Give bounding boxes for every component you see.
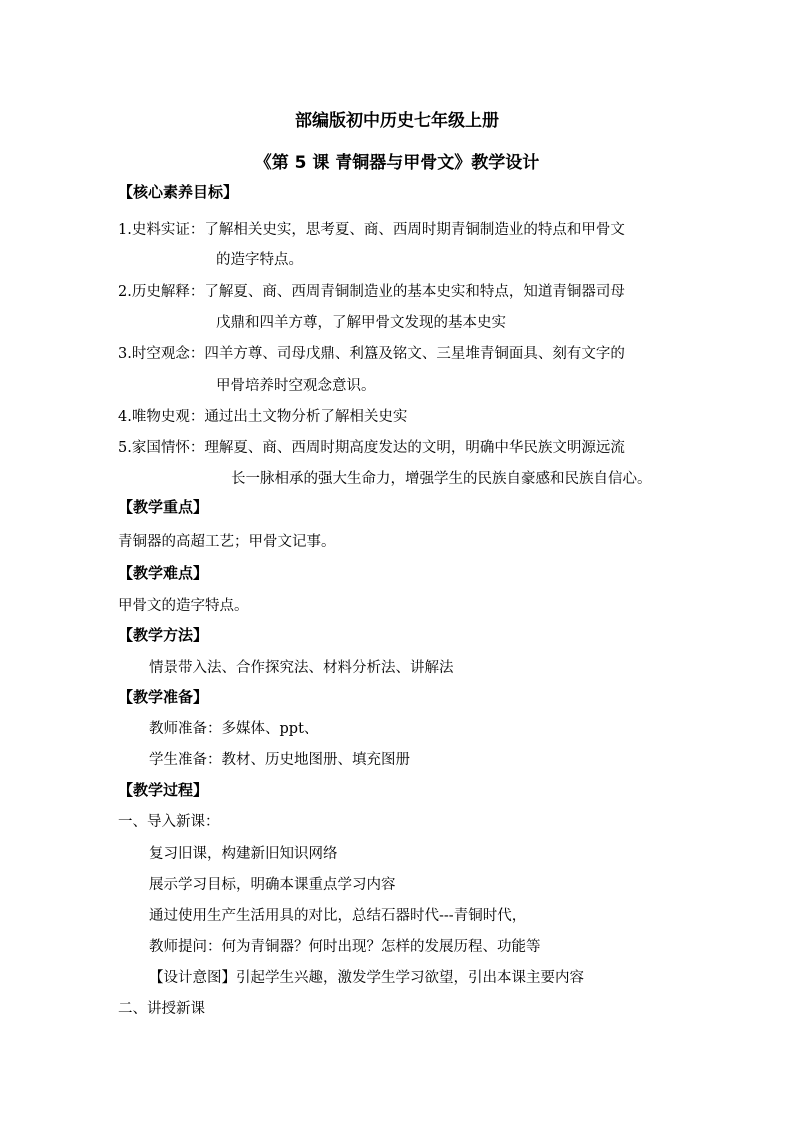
key-points-text: 青铜器的高超工艺；甲骨文记事。 bbox=[118, 534, 336, 550]
goal-1-line-1: 1.史料实证：了解相关史实，思考夏、商、西周时期青铜制造业的特点和甲骨文 bbox=[118, 222, 625, 238]
process-heading: 【教学过程】 bbox=[118, 781, 209, 799]
goal-4-line-1: 4.唯物史观：通过出土文物分析了解相关史实 bbox=[118, 409, 408, 425]
teacher-preparation: 教师准备：多媒体、ppt、 bbox=[149, 721, 319, 737]
student-preparation: 学生准备：教材、历史地图册、填充图册 bbox=[149, 752, 410, 768]
goal-2-line-2: 戊鼎和四羊方尊，了解甲骨文发现的基本史实 bbox=[216, 315, 506, 331]
process-line: 通过使用生产生活用具的对比，总结石器时代---青铜时代， bbox=[149, 908, 527, 924]
process-line: 展示学习目标，明确本课重点学习内容 bbox=[149, 877, 396, 893]
difficulty-heading: 【教学难点】 bbox=[118, 564, 209, 582]
key-points-heading: 【教学重点】 bbox=[118, 498, 209, 516]
process-line: 教师提问：何为青铜器？何时出现？怎样的发展历程、功能等 bbox=[149, 939, 541, 955]
goal-3-line-2: 甲骨培养时空观念意识。 bbox=[216, 378, 376, 394]
preparation-heading: 【教学准备】 bbox=[118, 688, 209, 706]
method-text: 情景带入法、合作探究法、材料分析法、讲解法 bbox=[149, 660, 454, 676]
document-title: 部编版初中历史七年级上册 bbox=[295, 111, 499, 131]
goals-heading: 【核心素养目标】 bbox=[118, 183, 239, 201]
goal-5-line-2: 长一脉相承的强大生命力，增强学生的民族自豪感和民族自信心。 bbox=[231, 471, 652, 487]
goal-3-line-1: 3.时空观念：四羊方尊、司母戊鼎、利簋及铭文、三星堆青铜面具、刻有文字的 bbox=[118, 346, 625, 362]
process-part-1: 一、导入新课： bbox=[118, 814, 220, 830]
goal-2-line-1: 2.历史解释：了解夏、商、西周青铜制造业的基本史实和特点，知道青铜器司母 bbox=[118, 284, 625, 300]
goal-5-line-1: 5.家国情怀：理解夏、商、西周时期高度发达的文明，明确中华民族文明源远流 bbox=[118, 440, 625, 456]
goal-1-line-2: 的造字特点。 bbox=[216, 252, 303, 268]
method-heading: 【教学方法】 bbox=[118, 626, 209, 644]
lesson-title: 《第 5 课 青铜器与甲骨文》教学设计 bbox=[254, 153, 540, 173]
process-part-2: 二、讲授新课 bbox=[118, 1001, 205, 1017]
design-intent-line: 【设计意图】引起学生兴趣，激发学生学习欲望，引出本课主要内容 bbox=[149, 970, 584, 986]
difficulty-text: 甲骨文的造字特点。 bbox=[118, 598, 249, 614]
process-line: 复习旧课，构建新旧知识网络 bbox=[149, 846, 338, 862]
